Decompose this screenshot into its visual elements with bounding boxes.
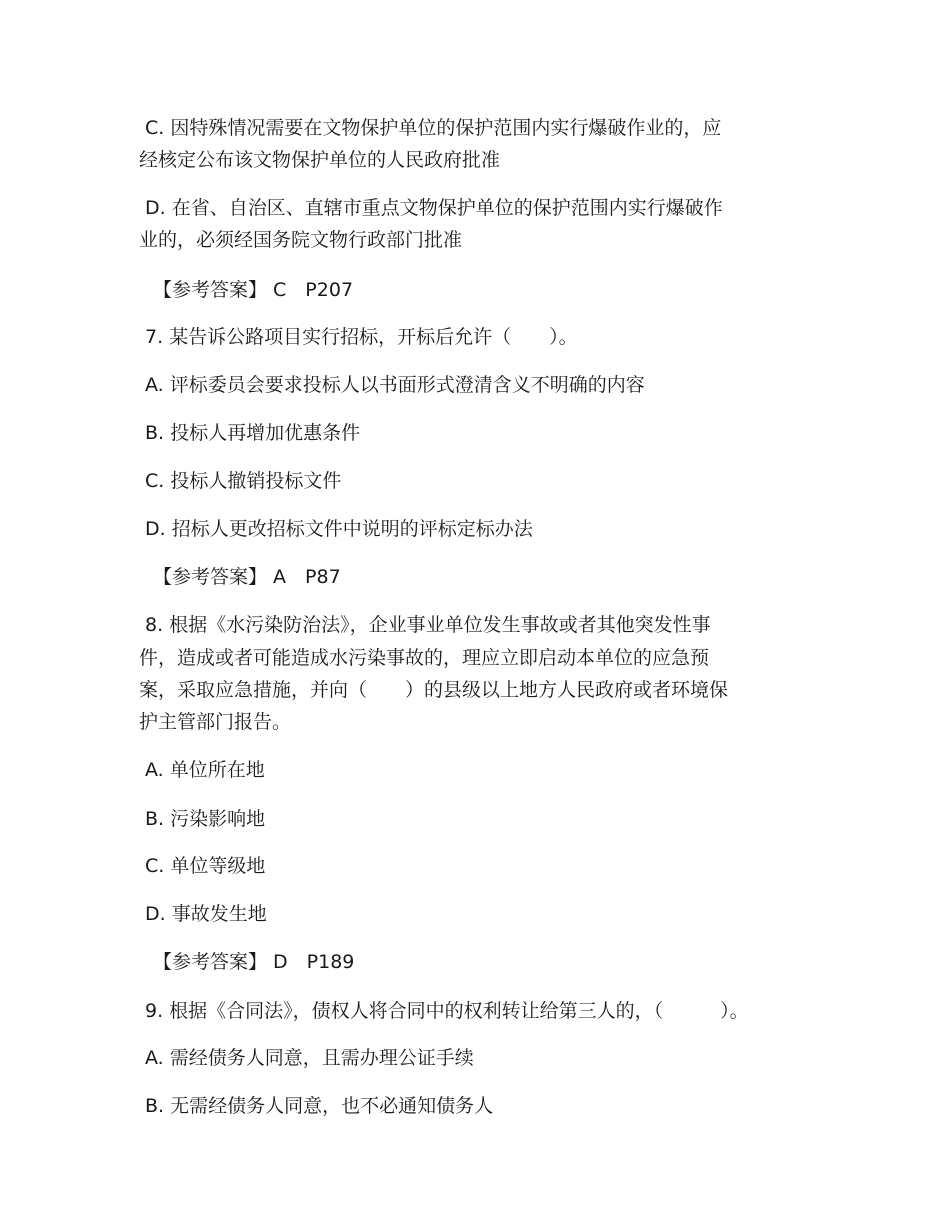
question-8-line-1: 8. 根据《水污染防治法》，企业事业单位发生事故或者其他突发性事 [145, 614, 711, 636]
question-8-line-2: 件，造成或者可能造成水污染事故的，理应立即启动本单位的应急预 [139, 647, 710, 669]
option-d-q6-line-2: 业的，必须经国务院文物行政部门批准 [139, 229, 463, 251]
option-c-q6-line-1: C. 因特殊情况需要在文物保护单位的保护范围内实行爆破作业的，应 [145, 117, 722, 139]
option-c-q7: C. 投标人撤销投标文件 [145, 470, 342, 492]
option-c-q6-line-2: 经核定公布该文物保护单位的人民政府批准 [139, 149, 501, 171]
option-b-q7: B. 投标人再增加优惠条件 [145, 422, 361, 444]
option-b-q9: B. 无需经债务人同意，也不必通知债务人 [145, 1095, 494, 1117]
question-8-line-4: 护主管部门报告。 [139, 711, 292, 733]
answer-q6: 【参考答案】 C P207 [153, 279, 354, 301]
option-b-q8: B. 污染影响地 [145, 808, 266, 830]
question-7: 7. 某告诉公路项目实行招标，开标后允许（ ）。 [145, 326, 578, 348]
question-8-line-3: 案，采取应急措施，并向（ ）的县级以上地方人民政府或者环境保 [139, 679, 729, 701]
question-9: 9. 根据《合同法》，债权人将合同中的权利转让给第三人的，（ ）。 [145, 1000, 749, 1022]
option-d-q8: D. 事故发生地 [145, 903, 267, 925]
option-a-q8: A. 单位所在地 [145, 759, 265, 781]
option-a-q9: A. 需经债务人同意，且需办理公证手续 [145, 1047, 474, 1069]
option-c-q8: C. 单位等级地 [145, 855, 266, 877]
answer-q7: 【参考答案】 A P87 [153, 566, 341, 588]
option-d-q6-line-1: D. 在省、自治区、直辖市重点文物保护单位的保护范围内实行爆破作 [145, 197, 723, 219]
answer-q8: 【参考答案】 D P189 [153, 951, 355, 973]
option-d-q7: D. 招标人更改招标文件中说明的评标定标办法 [145, 518, 533, 540]
option-a-q7: A. 评标委员会要求投标人以书面形式澄清含义不明确的内容 [145, 374, 645, 396]
